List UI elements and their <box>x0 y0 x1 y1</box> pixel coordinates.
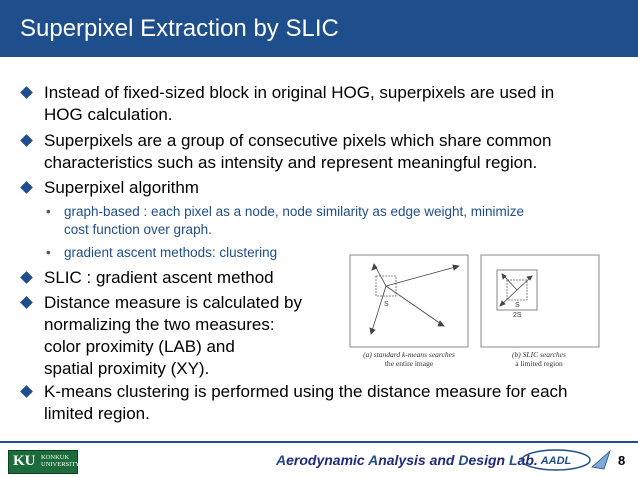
label-2s: 2S <box>513 312 522 319</box>
bullet-line: normalizing the two measures: <box>44 315 275 334</box>
lab-letter: A <box>368 452 379 468</box>
logo-name-line: KONKUK <box>41 454 70 461</box>
diamond-bullet-icon <box>20 134 33 147</box>
diamond-bullet-icon <box>20 385 33 398</box>
bullet-line: spatial proximity (XY). <box>44 359 210 378</box>
panel-a-frame <box>350 255 468 347</box>
footer-divider <box>0 441 638 443</box>
bullet-line: Instead of fixed-sized block in original HOG, superpixels are used in <box>44 83 555 102</box>
lab-text: ab. <box>517 452 538 468</box>
bullet-line: Superpixels are a group of consecutive pixels which share common <box>44 131 552 150</box>
bullet-line: characteristics such as intensity and represent meaningful region. <box>44 153 538 172</box>
lab-text: esign <box>468 452 509 468</box>
sub-bullet-line: cost function over graph. <box>64 222 212 237</box>
lab-letter: D <box>458 452 469 468</box>
lab-text: nalysis and <box>378 452 459 468</box>
bullet-line: K-means clustering is performed using the distance measure for each <box>44 382 568 401</box>
aadl-wing-shape <box>592 451 610 469</box>
diamond-bullet-icon <box>20 181 33 194</box>
aadl-logo-icon <box>517 447 612 473</box>
bullet-line: Superpixel algorithm <box>44 178 199 197</box>
konkuk-university-logo <box>8 450 78 474</box>
caption-b-line2: a limited region <box>515 359 563 368</box>
page-number: 8 <box>618 453 626 468</box>
aadl-logo-text: AADL <box>540 455 572 467</box>
lab-letter: A <box>276 452 287 468</box>
slic-search-figure <box>349 254 601 376</box>
caption-a-line2: the entire image <box>384 359 434 368</box>
sub-bullet-line: graph-based : each pixel as a node, node similarity as edge weight, minimize <box>64 204 525 219</box>
bullet-line: HOG calculation. <box>44 105 173 124</box>
bullet-line: SLIC : gradient ascent method <box>44 268 274 287</box>
diamond-bullet-icon <box>20 296 33 309</box>
sub-bullet-line: gradient ascent methods: clustering <box>64 245 278 260</box>
logo-ku-text: KU <box>13 453 36 469</box>
diamond-bullet-icon <box>20 271 33 284</box>
lab-name <box>276 452 538 468</box>
dot-bullet-icon: • <box>46 204 51 219</box>
dot-bullet-icon: • <box>46 245 51 260</box>
title-bar <box>0 0 638 57</box>
bullet-line: Distance measure is calculated by <box>44 293 302 312</box>
panel-b-frame <box>481 255 599 347</box>
caption-b-line1: (b) SLIC searches <box>512 350 566 359</box>
bullet-line: color proximity (LAB) and <box>44 337 235 356</box>
logo-name-line: UNIVERSITY <box>41 461 80 468</box>
caption-a-line1: (a) standard k-means searches <box>363 350 455 359</box>
label-s-b: S <box>515 302 520 309</box>
label-s-a: S <box>384 301 389 308</box>
diamond-bullet-icon <box>20 86 33 99</box>
lab-text: erodynamic <box>286 452 369 468</box>
bullet-line: limited region. <box>44 404 150 423</box>
slide-title: Superpixel Extraction by SLIC <box>20 15 339 42</box>
lab-letter: L <box>508 452 518 468</box>
